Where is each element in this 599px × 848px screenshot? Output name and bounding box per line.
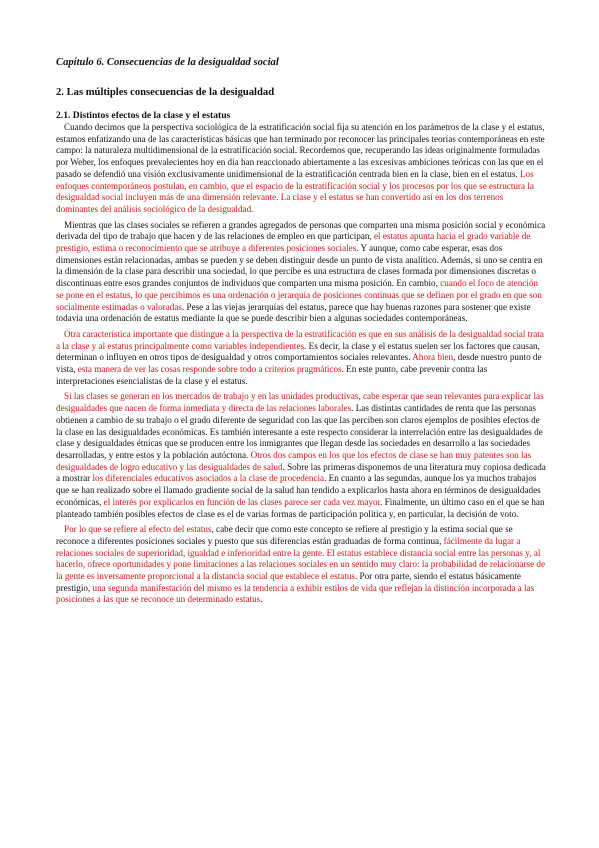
paragraph xyxy=(56,220,546,325)
paragraph xyxy=(56,391,546,520)
highlighted-text: fácilmente da lugar a relaciones sociales de superioridad, igualdad e inferioridad entre la gente xyxy=(56,535,521,558)
body-text-segment: . xyxy=(322,547,327,558)
body-text-segment: , desde nuestro punto de vista, xyxy=(56,352,542,375)
paragraph xyxy=(56,122,546,216)
highlighted-text: El estatus establece distancia social entre las personas y, al hacerlo, ofrece oportunidades y pone limitaciones a las relaciones sociales en un sentido muy claro: la probabilidad de relacionarse de la gente es inversamente proporcional a la distancia social que establece el estatus xyxy=(56,547,546,582)
highlighted-text: Ahora bien xyxy=(412,352,454,363)
body-text-segment: . Por otra parte, siendo el estatus básicamente prestigio, xyxy=(56,571,521,593)
body-text-segment: . Pese a las viejas jerarquías del estatus, parece que hay buenas razones para sostener que existe todavía una ordenación de estatus mediante la que se puede describir bien a algunas sociedades contemporáneas. xyxy=(56,301,531,324)
highlighted-text: el interés por explicarlos en función de las clases parece ser cada vez mayor xyxy=(103,496,381,507)
body-text-segment: . Las distintas cantidades de renta que las personas obtienen a cambio de su trabajo o el grado diferente de seguridad con las que las perciben son claros ejemplos de posibles efectos de la clase en las desigualdades económicas. Es también interesante a este respecto considerar la interrelación entre las desigualdades de clase y desigualdades étnicas que se producen entre los inmigrantes que llegan desde las sociedades en desarrollo a las sociedades desarrolladas, y entre estos y la población autóctona. xyxy=(56,403,543,460)
highlighted-text: Otra característica importante que distingue a la perspectiva de la estratificación es que en sus análisis de la desigualdad social trata a la clase y al estatus principalmente como variables independientes xyxy=(56,328,544,351)
chapter-title: Capítulo 6. Consecuencias de la desigualdad social xyxy=(56,57,279,68)
highlighted-text: Por lo que se refiere al efecto del estatus xyxy=(64,524,212,535)
body-text-segment: . Es decir, la clase y el estatus suelen ser los factores que causan, determinan o influyen en otros tipos de desigualdad y otros comportamientos sociales relevantes. xyxy=(56,340,540,363)
section-title: 2. Las múltiples consecuencias de la desigualdad xyxy=(56,87,275,98)
body-text-segment: Mientras que las clases sociales se refieren a grandes agregados de personas que comparten una misma posición social y económica derivada del tipo de trabajo que hacen y de las relaciones de empleo en que participan, xyxy=(56,219,546,242)
highlighted-text: el estatus apunta hacia el grado variable de prestigio, estima o reconocimiento que se atribuye a diferentes posiciones sociales xyxy=(56,231,531,254)
highlighted-text: los diferenciales educativos asociados a la clase de procedencia xyxy=(92,473,325,484)
body-text-segment: . Y aunque, como cabe esperar, esas dos dimensiones están relacionadas, ambas se pueden y se deben distinguir desde un punto de vista analítico. Además, si uno se centra en la dimensión de la clase para describir una sociedad, lo que percibe es una estructura de clases formada por dimensiones discretas o discontinuas entre esos grandes conjuntos de individuos que comparten una misma posición. En cambio, xyxy=(56,243,543,289)
body-text-segment: , cabe decir que como este concepto se refiere al prestigio y la estima social que se reconoce a diferentes posiciones sociales y puesto que sus diferencias están graduadas de forma continua, xyxy=(56,524,513,546)
highlighted-text: Los enfoques contemporáneos postulan, en cambio, que el espacio de la estratificación social y los procesos por los que se estructura la desigualdad social incluyen más de una dimensión relevante. La clase y el estatus se han convertido así en los dos terrenos dominantes del análisis sociológico de la desigualdad. xyxy=(56,168,534,214)
body-text-segment: . En este punto, cabe prevenir contra las interpretaciones esencialistas de la clase y el estatus. xyxy=(56,364,488,386)
highlighted-text: Si las clases se generan en los mercados de trabajo y en las unidades productivas, cabe esperar que sean relevantes para explicar las desigualdades que nacen de forma inmediata y directa de las relaciones laborales xyxy=(56,391,544,414)
paragraph xyxy=(56,524,546,606)
body-text-segment: . Finalmente, un último caso en el que se han planteado también posibles efectos de clase es el de varias formas de participación política y, en particular, la decisión de voto. xyxy=(56,496,545,519)
body-text xyxy=(56,122,546,606)
body-text-segment: . xyxy=(260,594,263,605)
body-text-segment: Cuando decimos que la perspectiva sociológica de la estratificación social fija su atención en los parámetros de la clase y el estatus, estamos enfatizando una de las características básicas que han terminado por reconocer las principales teorías contemporáneas en este campo: la naturaleza multidimensional de la estratificación social. Recordemos que, recuperando las ideas originalmente formuladas por Weber, los enfoques prevalecientes hoy en día han reaccionado abiertamente a las excesivas ambiciones teóricas con las que en el pasado se defendió una visión exclusivamente unidimensional de la estratificación centrada bien en la clase, bien en el estatus. xyxy=(56,122,545,179)
subsection-title: 2.1. Distintos efectos de la clase y el estatus xyxy=(56,110,231,121)
highlighted-text: Otros dos campos en los que los efectos de clase se han muy patentes son las desigualdades de logro educativo y las desigualdades de salud xyxy=(56,449,532,472)
body-text-segment: . Sobre las primeras disponemos de una literatura muy copiosa dedicada a mostrar xyxy=(56,461,546,484)
paragraph xyxy=(56,329,546,388)
body-text-segment: . En cuanto a las segundas, aunque los ya muchos trabajos que se han realizado sobre el llamado gradiente social de la salud han tendido a explicarlos hasta ahora en términos de desigualdades económicas, xyxy=(56,473,541,507)
highlighted-text: esta manera de ver las cosas responde sobre todo a criterios pragmáticos xyxy=(77,364,342,375)
highlighted-text: una segunda manifestación del mismo es la tendencia a exhibir estilos de vida que reflejan la distinción incorporada a las posiciones a las que se reconoce un determinado estatus xyxy=(56,582,535,605)
highlighted-text: cuando el foco de atención se pone en el estatus, lo que percibimos es una ordenación o jerarquía de posiciones continuas que se definen por el grado en que son socialmente estimadas o valoradas xyxy=(56,278,542,312)
